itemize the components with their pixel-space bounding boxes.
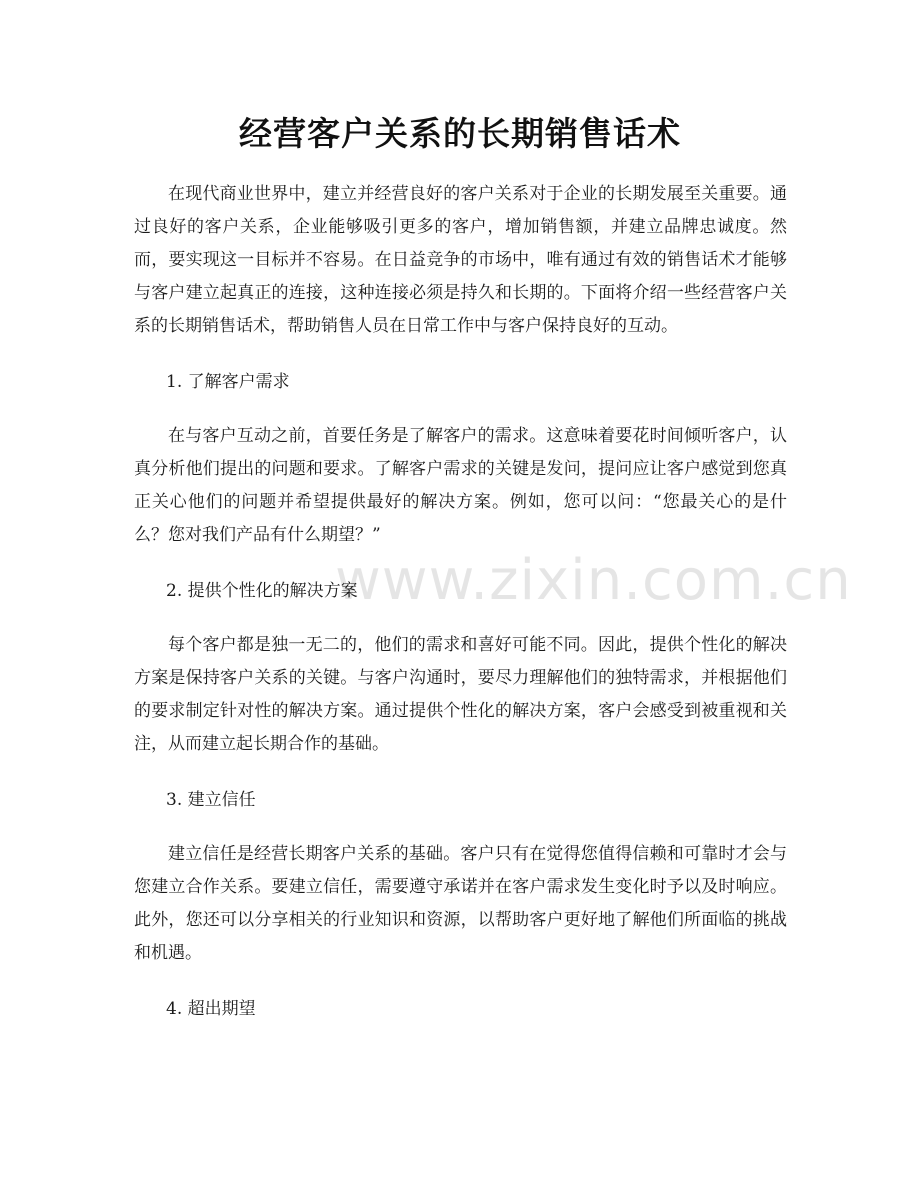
document-body — [134, 178, 787, 1026]
section-heading-3: 3. 建立信任 — [166, 790, 256, 810]
document-title: 经营客户关系的长期销售话术 — [239, 114, 681, 153]
watermark-text: www.zixin.com.cn — [335, 548, 852, 613]
section-body-3: 建立信任是经营长期客户关系的基础。客户只有在觉得您值得信赖和可靠时才会与您建立合作关系。要建立信任，需要遵守承诺并在客户需求发生变化时予以及时响应。此外，您还可以分享相关的行业知识和资源，以帮助客户更好地了解他们所面临的挑战和机遇。 — [134, 844, 787, 963]
section-heading-4: 4. 超出期望 — [166, 999, 256, 1019]
section-body-1: 在与客户互动之前，首要任务是了解客户的需求。这意味着要花时间倾听客户，认真分析他们提出的问题和要求。了解客户需求的关键是发问，提问应让客户感觉到您真正关心他们的问题并希望提供最好的解决方案。例如，您可以问：“您最关心的是什么？您对我们产品有什么期望？” — [134, 426, 787, 545]
section-heading-1: 1. 了解客户需求 — [166, 372, 290, 392]
section-heading-2: 2. 提供个性化的解决方案 — [166, 581, 358, 601]
section-body-2: 每个客户都是独一无二的，他们的需求和喜好可能不同。因此，提供个性化的解决方案是保持客户关系的关键。与客户沟通时，要尽力理解他们的独特需求，并根据他们的要求制定针对性的解决方案。通过提供个性化的解决方案，客户会感受到被重视和关注，从而建立起长期合作的基础。 — [134, 635, 787, 754]
intro-paragraph: 在现代商业世界中，建立并经营良好的客户关系对于企业的长期发展至关重要。通过良好的客户关系，企业能够吸引更多的客户，增加销售额，并建立品牌忠诚度。然而，要实现这一目标并不容易。在日益竞争的市场中，唯有通过有效的销售话术才能够与客户建立起真正的连接，这种连接必须是持久和长期的。下面将介绍一些经营客户关系的长期销售话术，帮助销售人员在日常工作中与客户保持良好的互动。 — [134, 184, 787, 336]
